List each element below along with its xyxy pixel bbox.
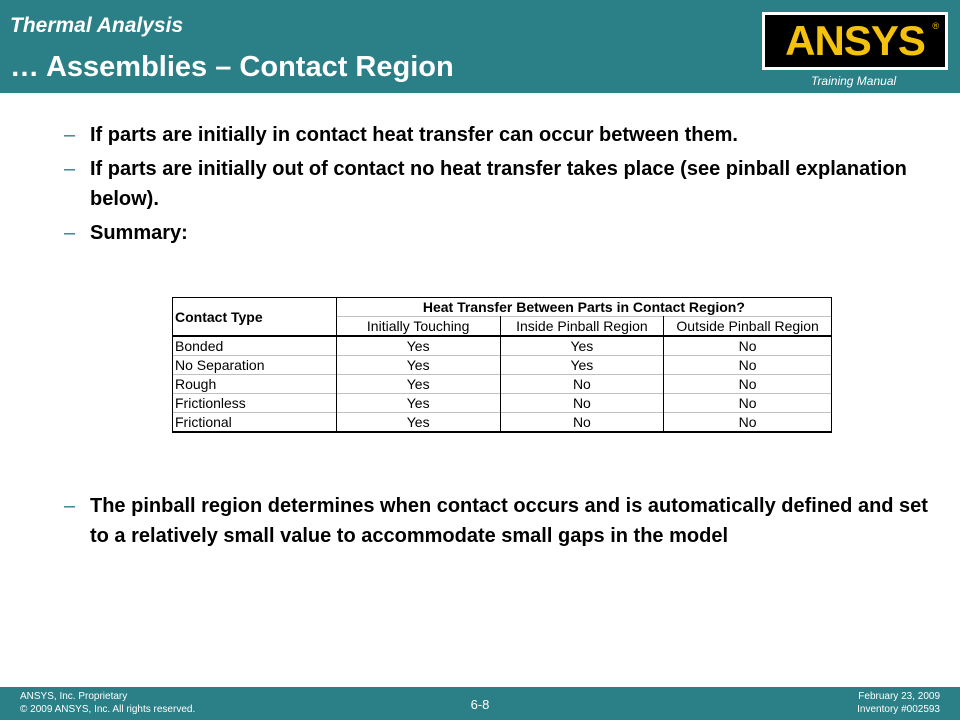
table-row xyxy=(173,394,832,413)
course-title: Thermal Analysis xyxy=(10,14,184,37)
bullet-text: Summary: xyxy=(90,222,188,244)
subheader-inside-pinball: Inside Pinball Region xyxy=(500,317,664,337)
group-header: Heat Transfer Between Parts in Contact Region? xyxy=(336,298,831,317)
footer-date: February 23, 2009 xyxy=(858,691,940,702)
ansys-logo xyxy=(762,12,948,70)
value-cell: Yes xyxy=(336,375,500,394)
slide-title: … Assemblies – Contact Region xyxy=(10,51,454,83)
table-row xyxy=(173,356,832,375)
value-cell: No xyxy=(664,413,832,433)
registered-mark: ® xyxy=(932,21,939,31)
value-cell: Yes xyxy=(336,394,500,413)
footer-copyright: © 2009 ANSYS, Inc. All rights reserved. xyxy=(20,704,196,715)
bullet-list-bottom xyxy=(64,491,934,555)
bullet-item xyxy=(64,120,934,150)
logo-background xyxy=(765,15,945,67)
contact-type-cell: No Separation xyxy=(173,356,337,375)
footer-inventory: Inventory #002593 xyxy=(857,704,940,715)
contact-type-header: Contact Type xyxy=(173,298,337,337)
bullet-dash: – xyxy=(64,124,76,146)
value-cell: No xyxy=(500,375,664,394)
value-cell: Yes xyxy=(336,356,500,375)
contact-type-cell: Rough xyxy=(173,375,337,394)
header-bar xyxy=(0,0,960,93)
value-cell: Yes xyxy=(336,336,500,356)
bullet-item xyxy=(64,218,934,248)
value-cell: No xyxy=(500,413,664,433)
subheader-outside-pinball: Outside Pinball Region xyxy=(664,317,832,337)
footer-bar xyxy=(0,687,960,720)
bullet-text: If parts are initially out of contact no heat transfer takes place (see pinball explanation below). xyxy=(90,158,907,210)
footer-right xyxy=(857,690,940,716)
contact-type-cell: Bonded xyxy=(173,336,337,356)
table-row xyxy=(173,413,832,433)
value-cell: No xyxy=(500,394,664,413)
bullet-list-top xyxy=(64,120,934,252)
page-number: 6-8 xyxy=(470,697,490,712)
value-cell: Yes xyxy=(500,336,664,356)
value-cell: No xyxy=(664,394,832,413)
table-row xyxy=(173,336,832,356)
table-row xyxy=(173,375,832,394)
value-cell: No xyxy=(664,336,832,356)
training-manual-label: Training Manual xyxy=(811,74,897,88)
bullet-item xyxy=(64,154,934,214)
bullet-text: If parts are initially in contact heat transfer can occur between them. xyxy=(90,124,738,146)
bullet-text: The pinball region determines when contact occurs and is automatically defined and set to a relatively small value to accommodate small gaps in the model xyxy=(90,495,928,547)
contact-type-cell: Frictional xyxy=(173,413,337,433)
bullet-item xyxy=(64,491,934,551)
value-cell: No xyxy=(664,375,832,394)
bullet-dash: – xyxy=(64,495,76,517)
value-cell: Yes xyxy=(336,413,500,433)
contact-summary-table xyxy=(172,297,832,433)
table-header-row xyxy=(173,298,832,317)
footer-proprietary: ANSYS, Inc. Proprietary xyxy=(20,691,128,702)
bullet-dash: – xyxy=(64,158,76,180)
value-cell: Yes xyxy=(500,356,664,375)
bullet-dash: – xyxy=(64,222,76,244)
subheader-initially-touching: Initially Touching xyxy=(336,317,500,337)
logo-text: ANSYS xyxy=(785,17,925,64)
contact-type-cell: Frictionless xyxy=(173,394,337,413)
value-cell: No xyxy=(664,356,832,375)
